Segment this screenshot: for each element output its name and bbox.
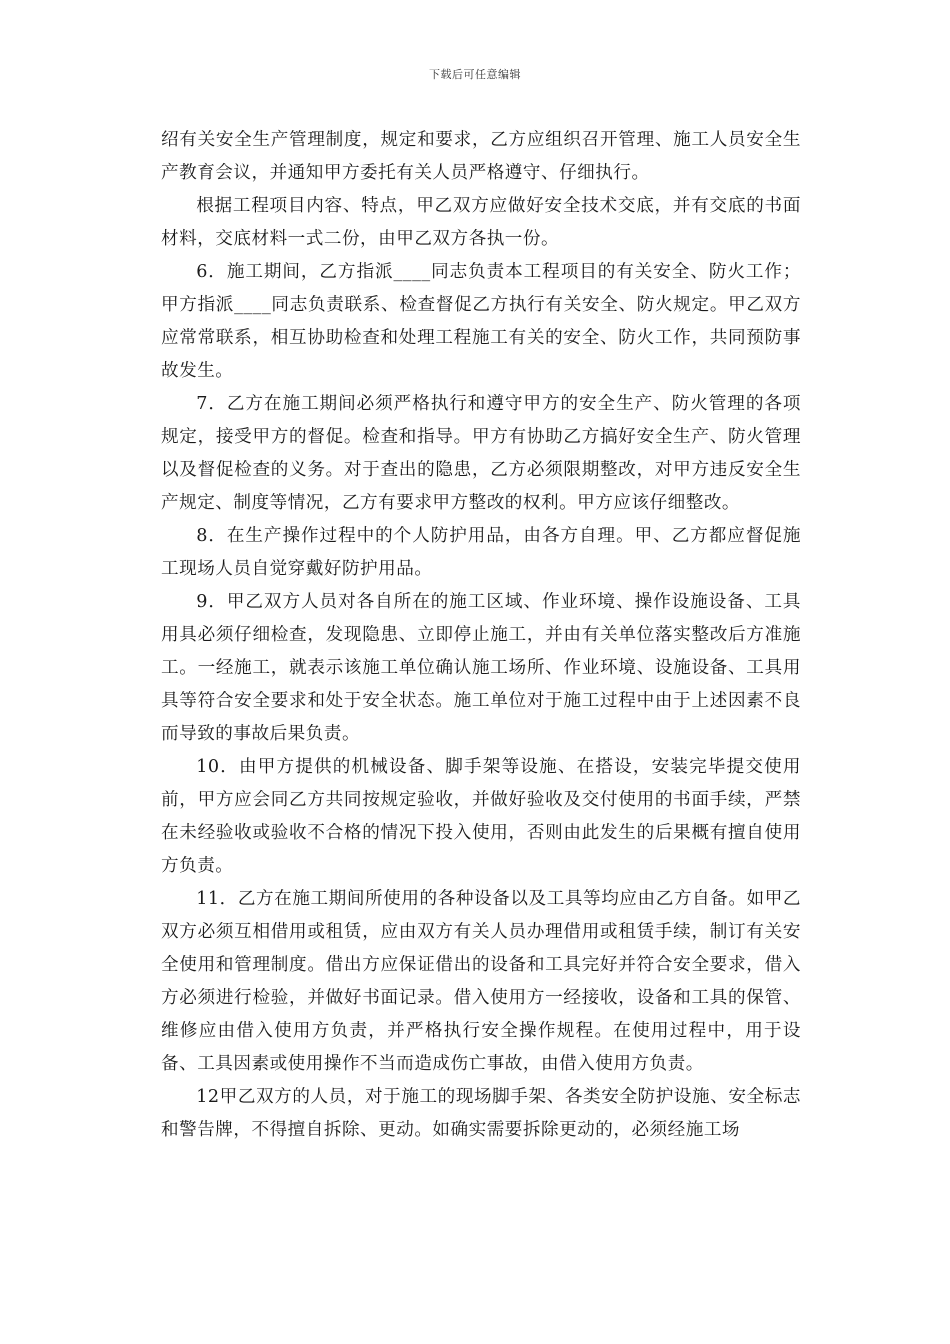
paragraph-intro-continuation: 绍有关安全生产管理制度，规定和要求，乙方应组织召开管理、施工人员安全生产教育会议，并通知甲方委托有关人员严格遵守、仔细执行。 [161,130,801,183]
paragraph-clause-8: 8．在生产操作过程中的个人防护用品，由各方自理。甲、乙方都应督促施工现场人员自觉穿戴好防护用品。 [161,526,801,579]
paragraph-clause-10: 10．由甲方提供的机械设备、脚手架等设施、在搭设，安装完毕提交使用前，甲方应会同乙方共同按规定验收，并做好验收及交付使用的书面手续，严禁在未经验收或验收不合格的情况下投入使用，否则由此发生的后果概有擅自使用方负责。 [161,757,801,876]
header-note: 下载后可任意编辑 [429,68,521,81]
paragraph-clause-9: 9．甲乙双方人员对各自所在的施工区域、作业环境、操作设施设备、工具用具必须仔细检查，发现隐患、立即停止施工，并由有关单位落实整改后方准施工。一经施工，就表示该施工单位确认施工场所、作业环境、设施设备、工具用具等符合安全要求和处于安全状态。施工单位对于施工过程中由于上述因素不良而导致的事故后果负责。 [161,592,801,744]
paragraph-clause-7: 7．乙方在施工期间必须严格执行和遵守甲方的安全生产、防火管理的各项规定，接受甲方的督促。检查和指导。甲方有协助乙方搞好安全生产、防火管理以及督促检查的义务。对于查出的隐患，乙方必须限期整改，对甲方违反安全生产规定、制度等情况，乙方有要求甲方整改的权利。甲方应该仔细整改。 [161,394,801,513]
paragraph-safety-briefing: 根据工程项目内容、特点，甲乙双方应做好安全技术交底，并有交底的书面材料，交底材料一式二份，由甲乙双方各执一份。 [161,196,801,249]
document-body [161,124,801,1147]
paragraph-clause-6: 6．施工期间，乙方指派____同志负责本工程项目的有关安全、防火工作；甲方指派____同志负责联系、检查督促乙方执行有关安全、防火规定。甲乙双方应常常联系，相互协助检查和处理工程施工有关的安全、防火工作，共同预防事故发生。 [161,262,801,381]
paragraph-clause-12: 12甲乙双方的人员，对于施工的现场脚手架、各类安全防护设施、安全标志和警告牌，不得擅自拆除、更动。如确实需要拆除更动的，必须经施工场 [161,1087,801,1140]
paragraph-clause-11: 11．乙方在施工期间所使用的各种设备以及工具等均应由乙方自备。如甲乙双方必须互相借用或租赁，应由双方有关人员办理借用或租赁手续，制订有关安全使用和管理制度。借出方应保证借出的设备和工具完好并符合安全要求，借入方必须进行检验，并做好书面记录。借入使用方一经接收，设备和工具的保管、维修应由借入使用方负责，并严格执行安全操作规程。在使用过程中，用于设备、工具因素或使用操作不当而造成伤亡事故，由借入使用方负责。 [161,889,801,1074]
